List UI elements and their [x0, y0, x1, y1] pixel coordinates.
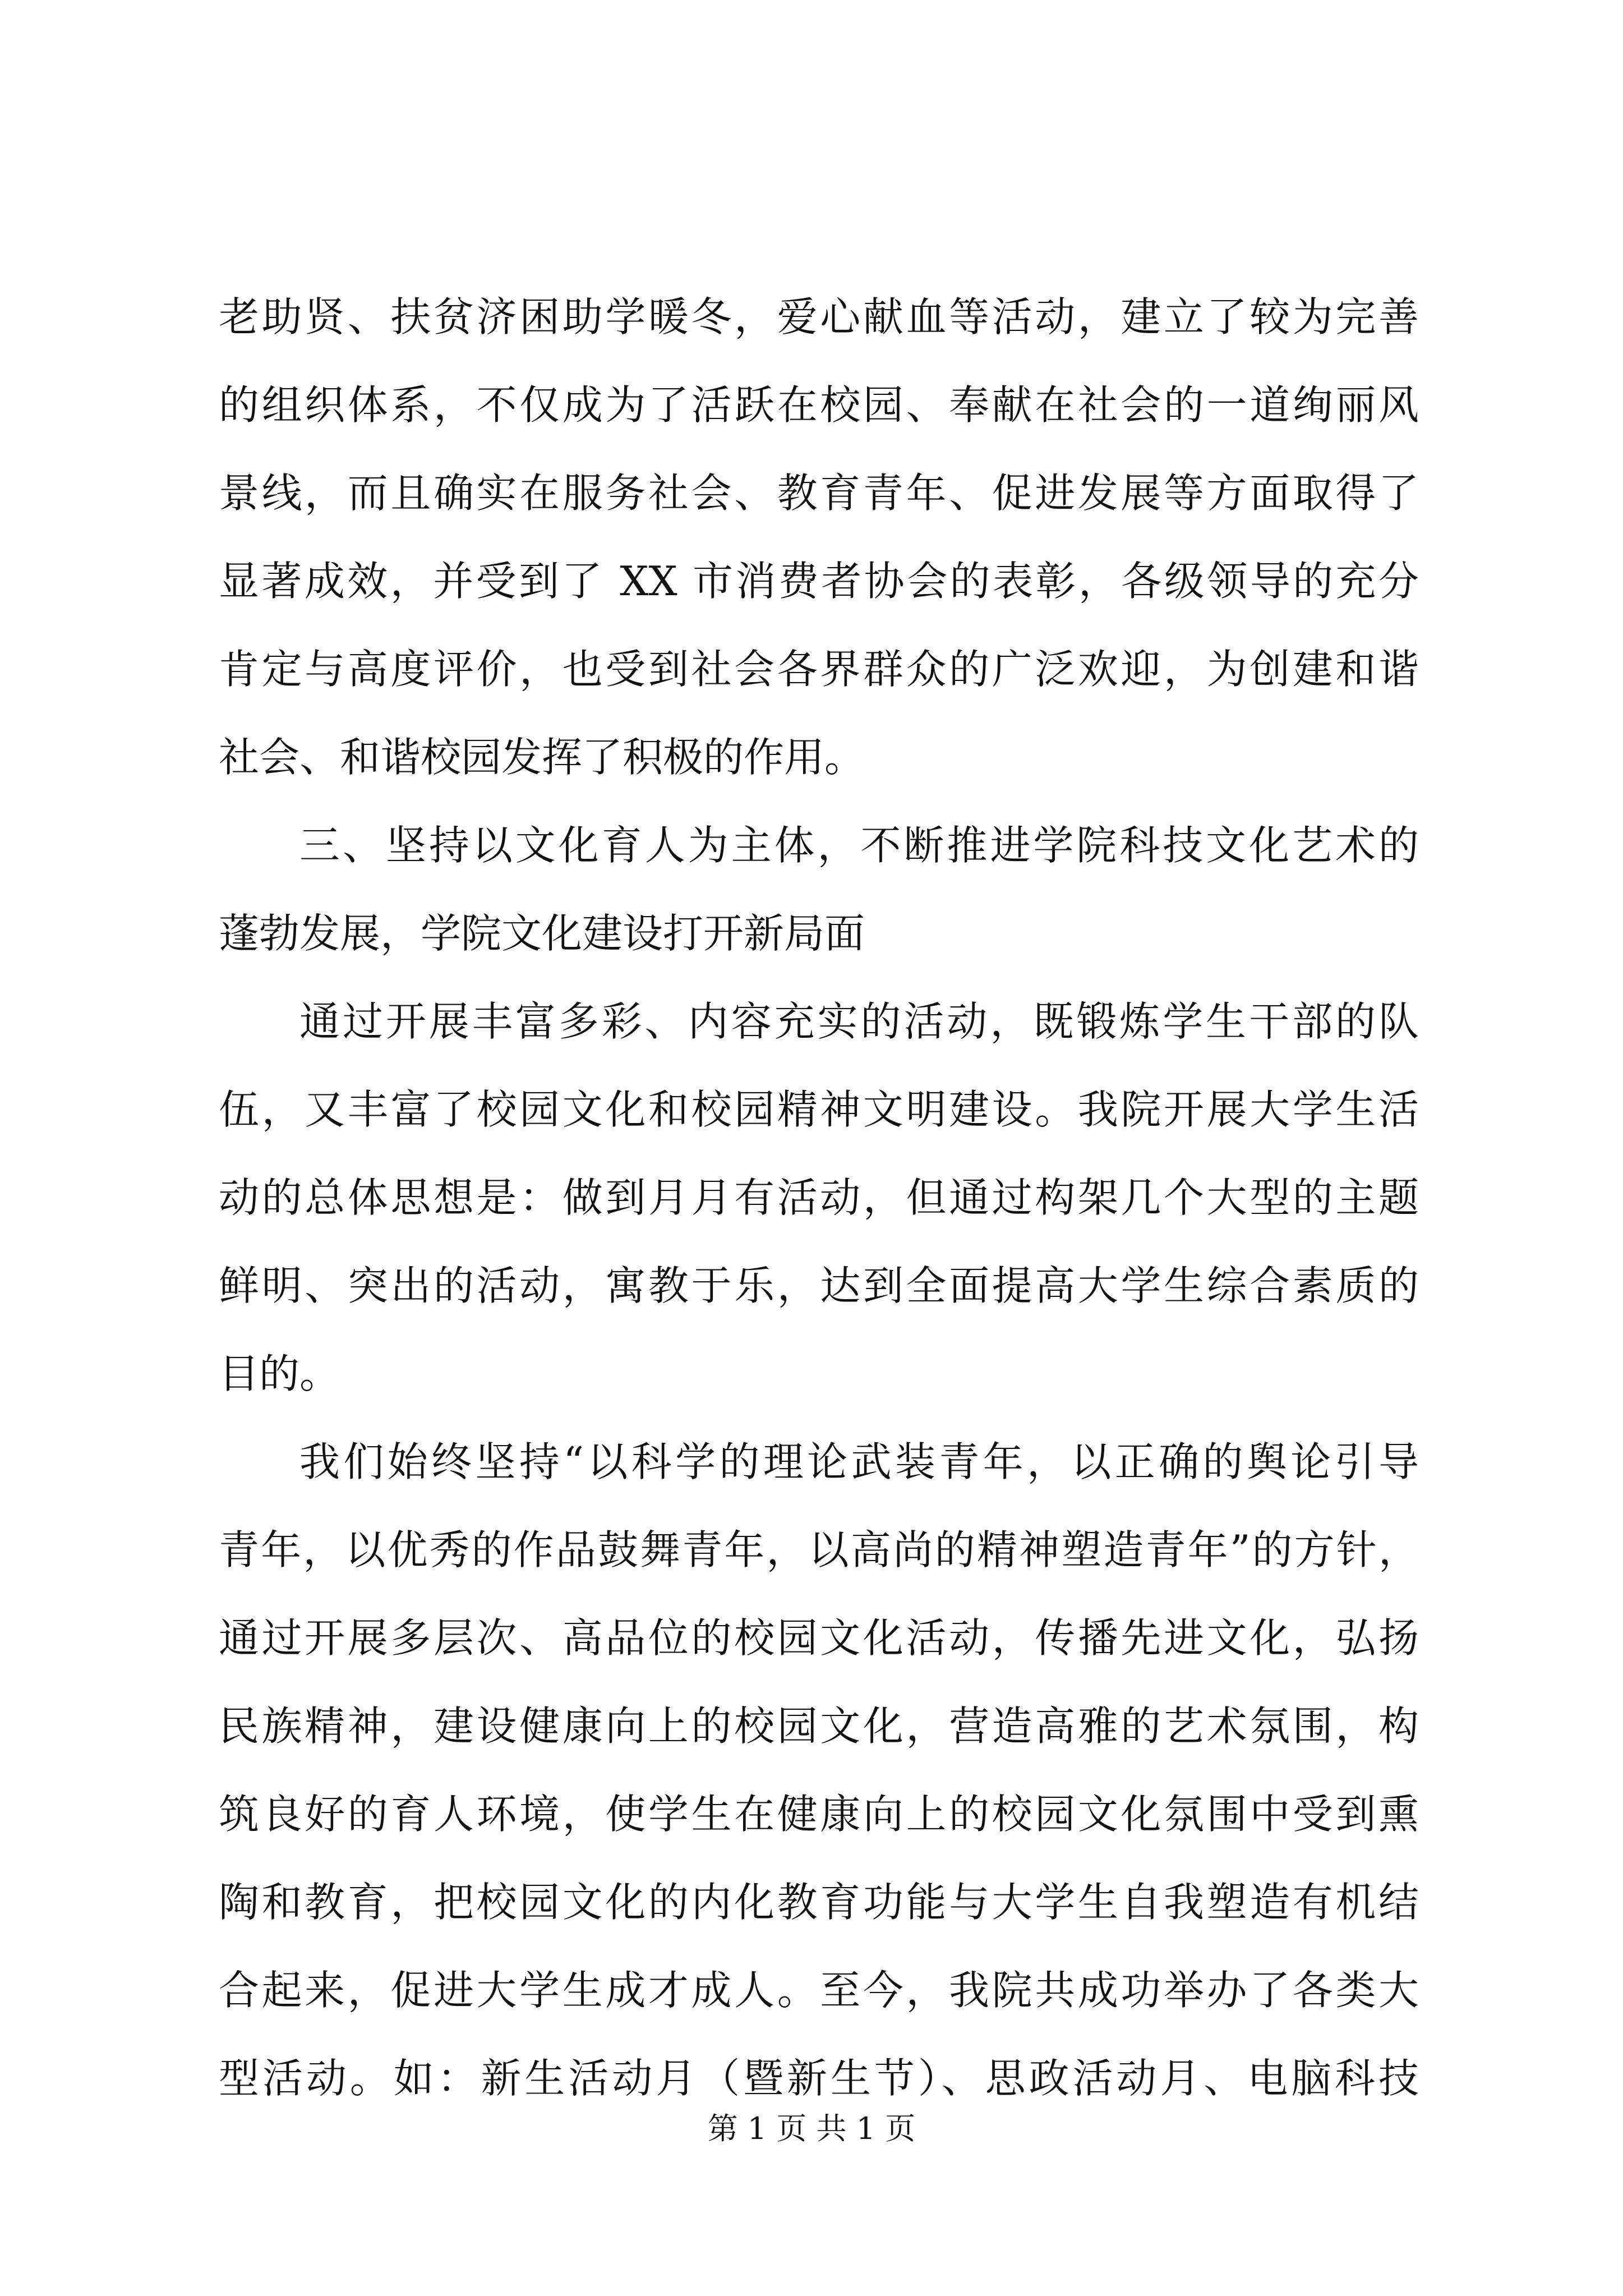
paragraph-1-line-2: 的组织体系，不仅成为了活跃在校园、奉献在社会的一道绚丽风: [219, 381, 1419, 429]
paragraph-1-line-3: 景线，而且确实在服务社会、教育青年、促进发展等方面取得了: [219, 470, 1419, 517]
paragraph-2-line-1: 通过开展丰富多彩、内容充实的活动，既锻炼学生干部的队: [299, 998, 1419, 1045]
section-heading-line-1: 三、坚持以文化育人为主体，不断推进学院科技文化艺术的: [299, 822, 1419, 869]
paragraph-2-line-4: 鲜明、突出的活动，寓教于乐，达到全面提高大学生综合素质的: [219, 1262, 1419, 1309]
paragraph-3-line-2: 青年，以优秀的作品鼓舞青年，以高尚的精神塑造青年”的方针，: [219, 1526, 1419, 1573]
paragraph-1-line-6: 社会、和谐校园发挥了积极的作用。: [219, 734, 865, 781]
document-body: [219, 292, 1419, 2141]
paragraph-3-line-8: 型活动。如：新生活动月（暨新生节）、思政活动月、电脑科技: [219, 2055, 1419, 2102]
paragraph-3-line-1: 我们始终坚持“以科学的理论武装青年，以正确的舆论引导: [299, 1438, 1419, 1485]
paragraph-1-line-1: 老助贤、扶贫济困助学暖冬，爱心献血等活动，建立了较为完善: [219, 293, 1419, 341]
paragraph-3-line-4: 民族精神，建设健康向上的校园文化，营造高雅的艺术氛围，构: [219, 1703, 1419, 1750]
paragraph-3-line-3: 通过开展多层次、高品位的校园文化活动，传播先进文化，弘扬: [219, 1614, 1419, 1662]
page-footer: [0, 2109, 1623, 2148]
paragraph-2-line-2: 伍，又丰富了校园文化和校园精神文明建设。我院开展大学生活: [219, 1086, 1419, 1133]
page-number-label: 第 1 页 共 1 页: [707, 2111, 916, 2146]
paragraph-2-line-5: 目的。: [219, 1350, 340, 1397]
paragraph-2-line-3: 动的总体思想是：做到月月有活动，但通过构架几个大型的主题: [219, 1174, 1419, 1221]
paragraph-1-line-5: 肯定与高度评价，也受到社会各界群众的广泛欢迎，为创建和谐: [219, 646, 1419, 693]
paragraph-1-line-4: 显著成效，并受到了 XX 市消费者协会的表彰，各级领导的充分: [219, 558, 1419, 605]
section-heading-line-2: 蓬勃发展，学院文化建设打开新局面: [219, 910, 865, 957]
paragraph-3-line-6: 陶和教育，把校园文化的内化教育功能与大学生自我塑造有机结: [219, 1879, 1419, 1926]
paragraph-3-line-7: 合起来，促进大学生成才成人。至今，我院共成功举办了各类大: [219, 1967, 1419, 2014]
paragraph-3-line-5: 筑良好的育人环境，使学生在健康向上的校园文化氛围中受到熏: [219, 1791, 1419, 1838]
